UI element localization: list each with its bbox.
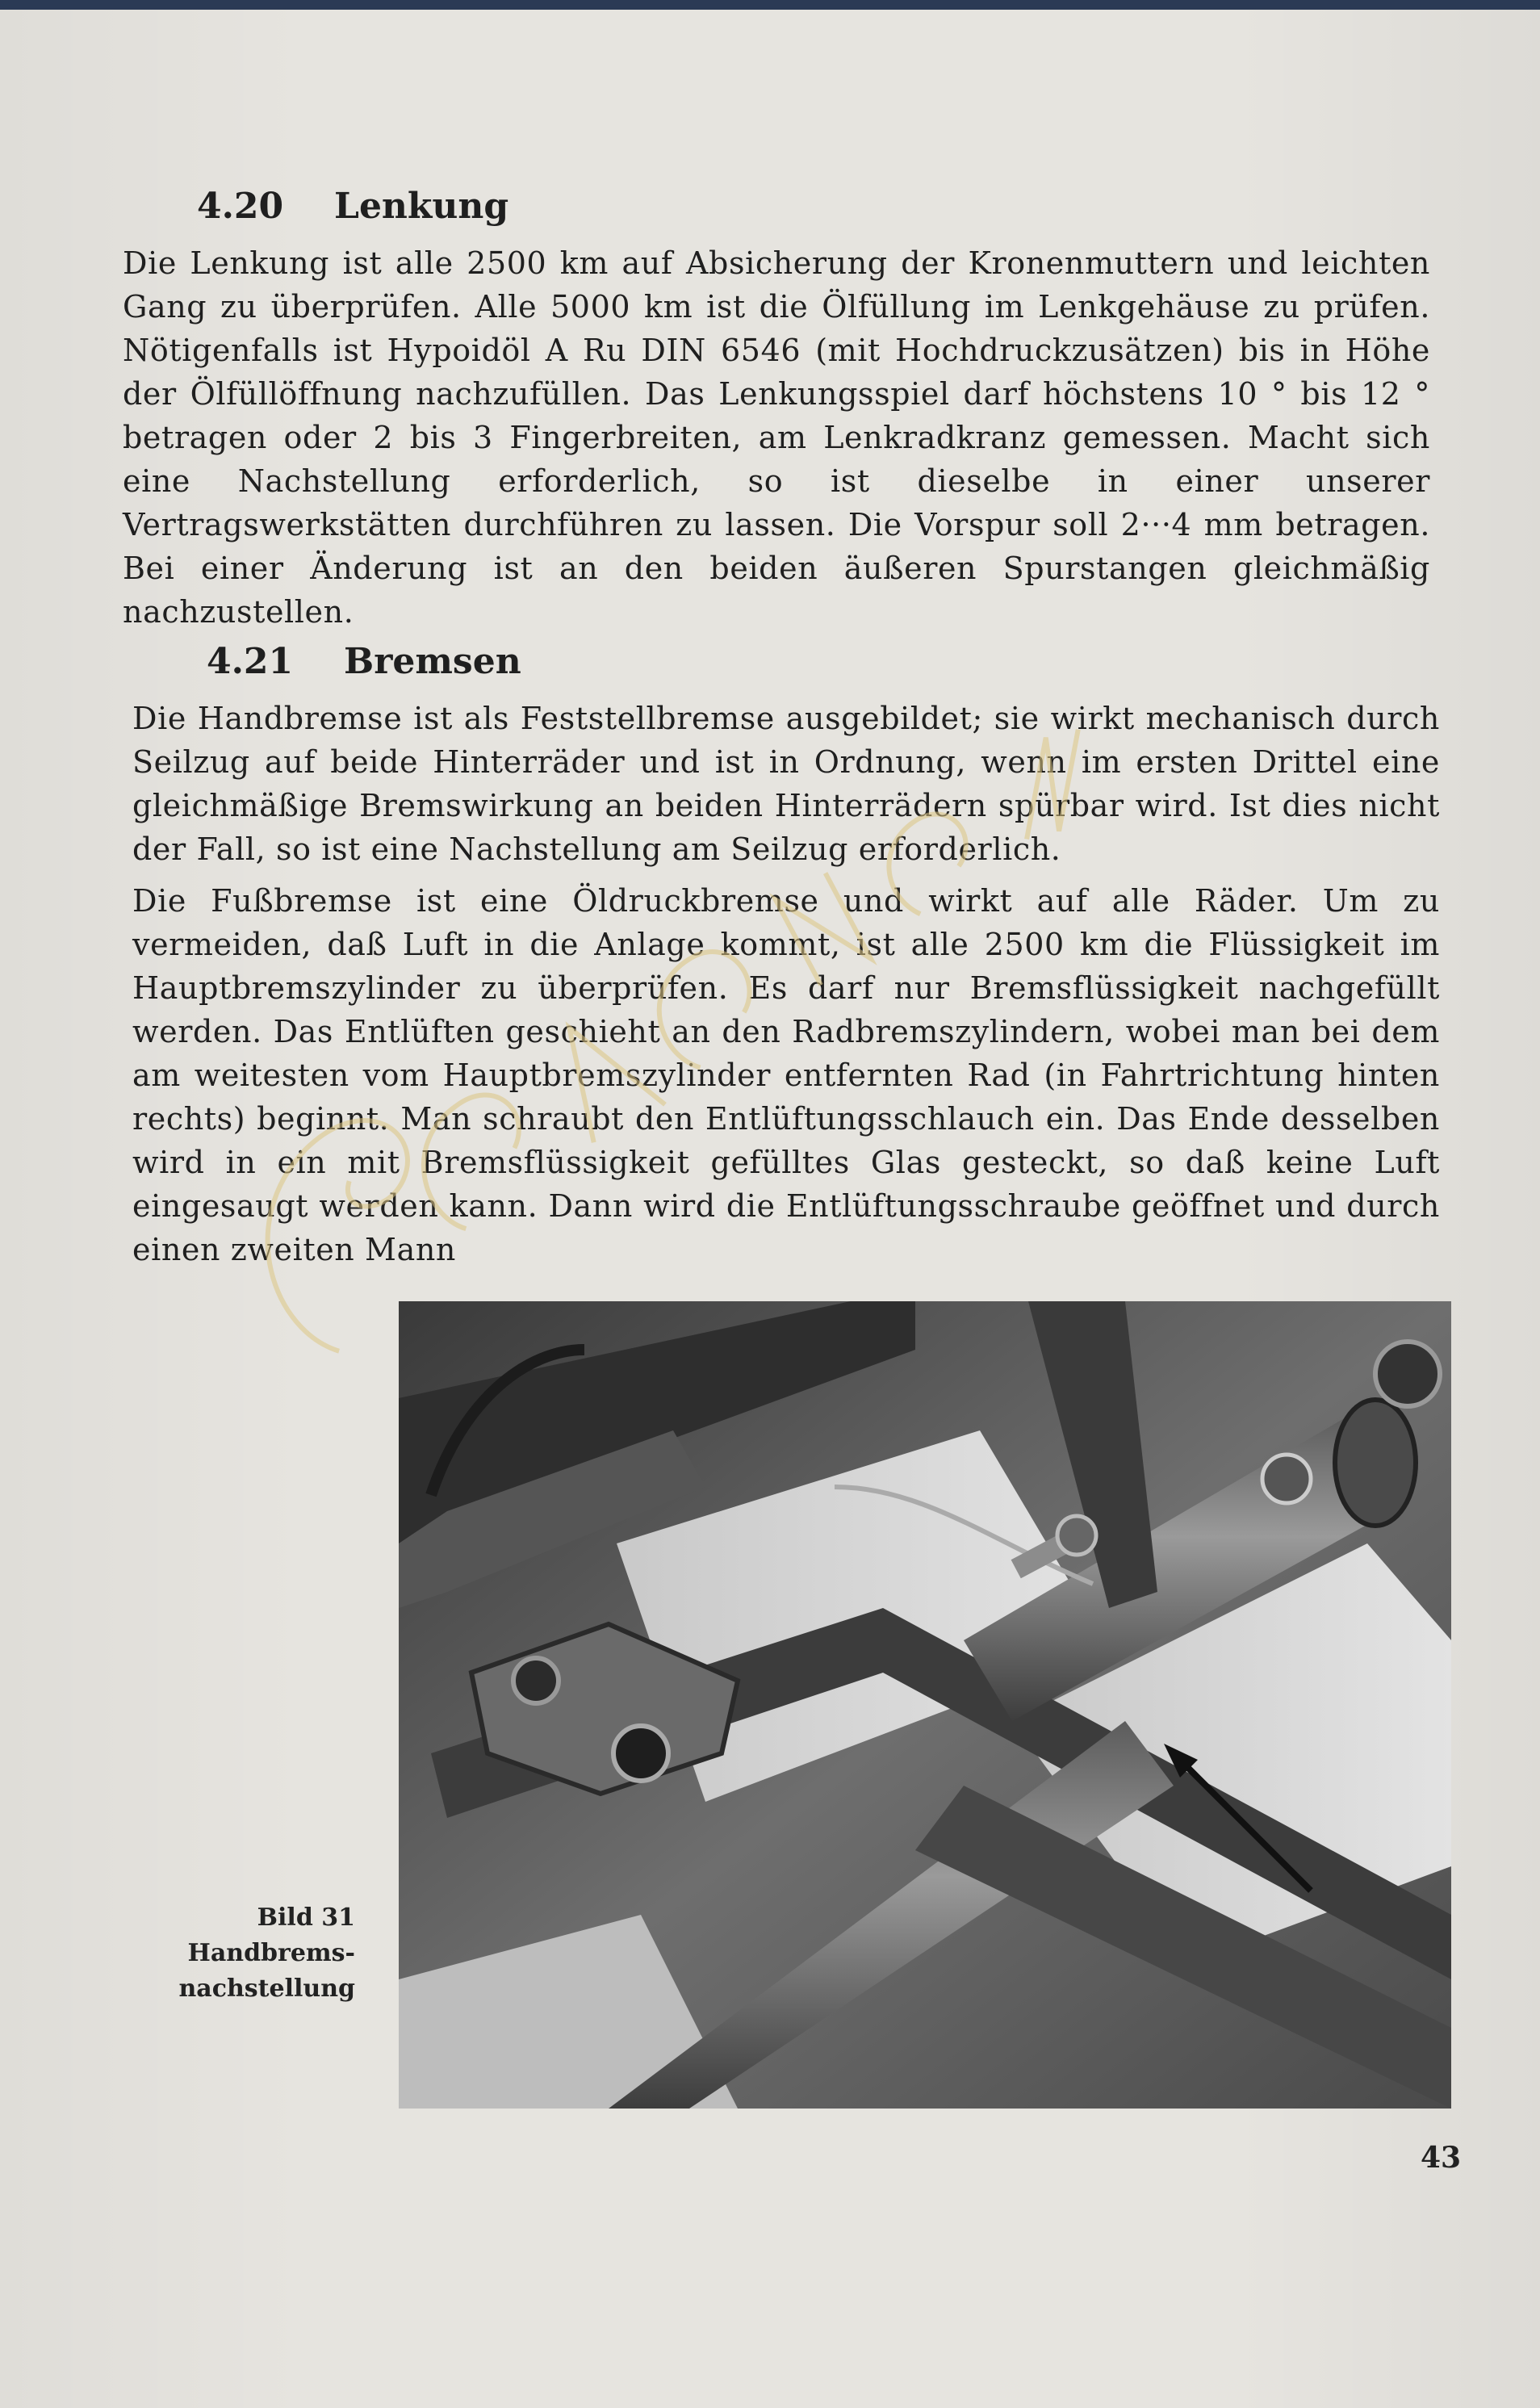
figure-handbrake-photo [399, 1301, 1451, 2109]
section-number: 4.21 [207, 641, 294, 682]
caption-title-line: Handbrems- [187, 1939, 355, 1967]
book-page [0, 10, 1540, 2408]
figure-caption [145, 1900, 355, 2007]
caption-figure-number: Bild 31 [257, 1903, 355, 1932]
paragraph: Die Lenkung ist alle 2500 km auf Absicherung der Kronenmuttern und leichten Gang zu überprüfen. Alle 5000 km ist die Ölfüllung im Lenkgehäuse zu prüfen. Nötigenfalls ist Hypoidöl A Ru DIN 6546 (mit Hochdruckzusätzen) bis in Höhe der Ölfüllöffnung nachzufüllen. Das Lenkungsspiel darf höchstens 10 ° bis 12 ° betragen oder 2 bis 3 Fingerbreiten, am Lenkradkranz gemessen. Macht sich eine Nachstellung erforderlich, so ist dieselbe in einer unserer Vertragswerkstätten durchführen zu lassen. Die Vorspur soll 2···4 mm betragen. Bei einer Änderung ist an den beiden äußeren Spurstangen gleichmäßig nachzustellen. [123, 245, 1430, 630]
handbrake-photo-illustration [399, 1301, 1451, 2109]
section-lenkung [123, 186, 1430, 642]
section-number: 4.20 [197, 186, 284, 227]
paragraph: Die Fußbremse ist eine Öldruckbremse und wirkt auf alle Räder. Um zu vermeiden, daß Luft in die Anlage kommt, ist alle 2500 km die Flüssigkeit im Hauptbremszylinder zu überprüfen. Es darf nur Bremsflüssigkeit nachgefüllt werden. Das Entlüften geschieht an den Radbremszylindern, wobei man bei dem am weitesten vom Hauptbremszylinder entfernten Rad (in Fahrtrichtung hinten rechts) beginnt. Man schraubt den Entlüftungsschlauch ein. Das Ende desselben wird in ein mit Bremsflüssigkeit gefülltes Glas gesteckt, so daß keine Luft eingesaugt werden kann. Dann wird die Entlüftungsschraube geöffnet und durch einen zweiten Mann [132, 883, 1440, 1267]
section-heading [123, 186, 1430, 227]
section-title: Lenkung [334, 186, 509, 227]
section-title: Bremsen [344, 641, 521, 682]
section-bremsen [132, 641, 1440, 1279]
page-number: 43 [1421, 2141, 1462, 2175]
caption-title-line: nachstellung [178, 1975, 355, 2003]
paragraph: Die Handbremse ist als Feststellbremse ausgebildet; sie wirkt mechanisch durch Seilzug auf beide Hinterräder und ist in Ordnung, wenn im ersten Drittel eine gleichmäßige Bremswirkung an beiden Hinterrädern spürbar wird. Ist dies nicht der Fall, so ist eine Nachstellung am Seilzug erforderlich. [132, 701, 1440, 867]
section-heading [132, 641, 1440, 682]
